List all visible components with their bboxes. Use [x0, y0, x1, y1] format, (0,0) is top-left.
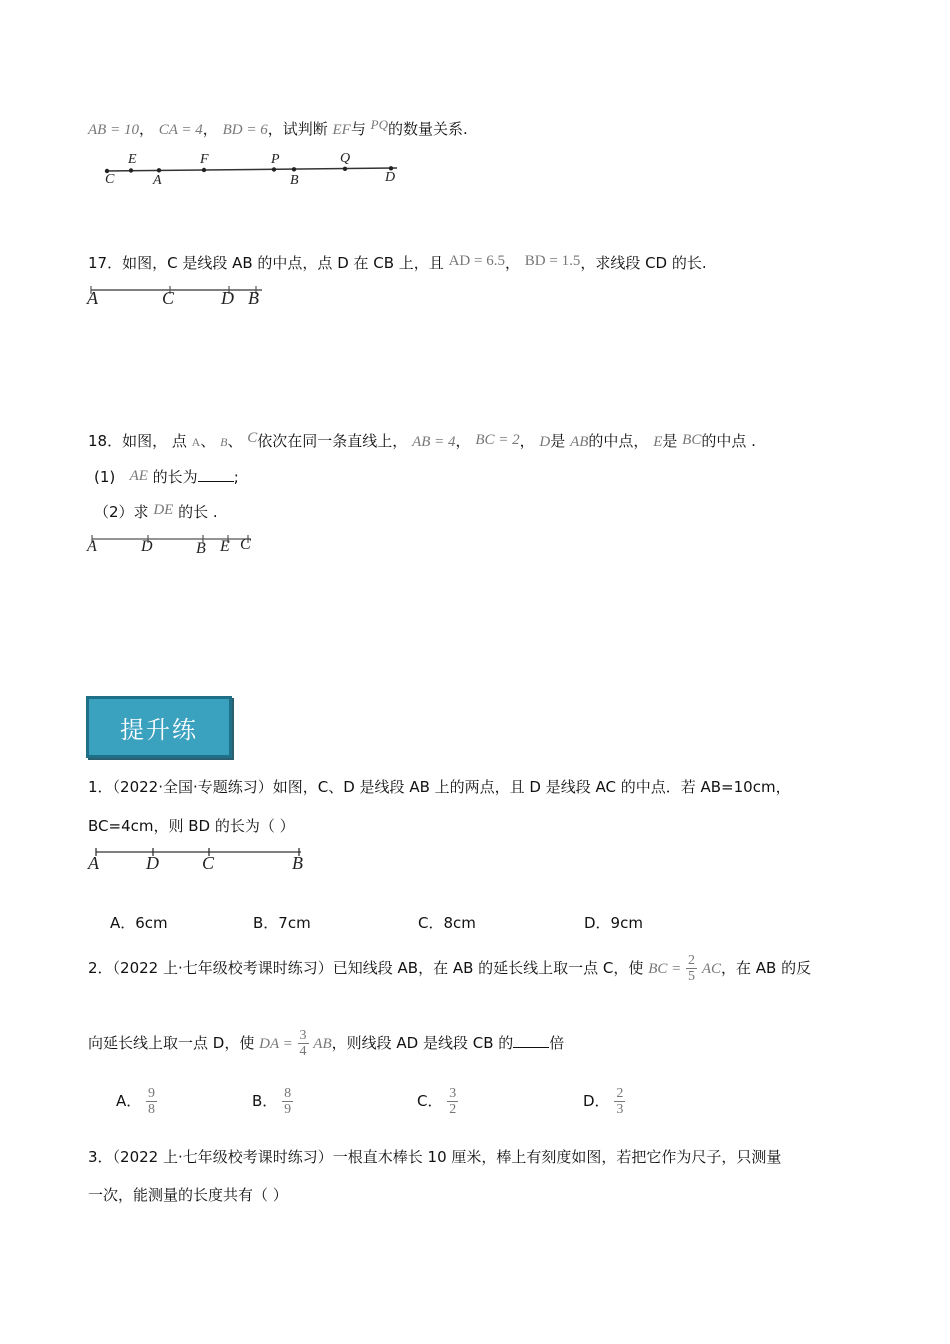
question-number: 2．: [88, 959, 113, 977]
label-b: B: [290, 173, 299, 188]
sep: 、: [200, 432, 216, 450]
p1-option-b[interactable]: B．7cm: [253, 914, 311, 932]
question-number: 18．: [88, 432, 123, 450]
p1-option-d[interactable]: D．9cm: [584, 914, 643, 932]
label-c: C: [202, 853, 215, 873]
text: 的数量关系.: [387, 120, 468, 138]
numerator: 8: [284, 1086, 292, 1101]
p2-line2: [88, 1025, 564, 1062]
math-de: DE: [153, 502, 174, 518]
fraction: [282, 1086, 293, 1117]
p2-line1: [88, 950, 811, 987]
math-ab: AB = 4: [412, 434, 456, 450]
p2-option-d[interactable]: [583, 1083, 625, 1119]
fraction-3-4: [298, 1028, 309, 1059]
option-label: C．: [417, 1092, 443, 1110]
math-e: E: [653, 434, 663, 450]
denominator: 2: [449, 1102, 457, 1117]
math-ac: AC: [701, 961, 721, 977]
text: ，在 AB 的反: [720, 959, 812, 977]
p1-line2: BC=4cm，则 BD 的长为（ ）: [88, 817, 295, 835]
p3-line1: [88, 1146, 781, 1167]
math-bd: BD = 6: [222, 122, 268, 138]
label-c: C: [162, 288, 175, 308]
label-a: A: [87, 288, 98, 308]
denominator: 3: [616, 1102, 624, 1117]
label-b: B: [248, 288, 259, 308]
p2-option-c[interactable]: [417, 1083, 458, 1119]
label-q: Q: [340, 151, 351, 166]
label-b: B: [196, 540, 206, 557]
sep: ，: [138, 120, 154, 138]
sep: ，: [455, 432, 471, 450]
part-number: (1): [94, 468, 116, 486]
denominator: 5: [688, 969, 696, 984]
text: 与: [350, 120, 366, 138]
numerator: 3: [299, 1028, 307, 1043]
section-title: 提升练: [120, 715, 198, 744]
text: （2022·全国·专题练习）如图，C、D 是线段 AB 上的两点，且 D 是线段 AC 的中点．若 AB=10cm，: [112, 778, 791, 796]
numerator: 2: [688, 953, 696, 968]
answer-blank[interactable]: [513, 1033, 549, 1048]
math-d: D: [539, 434, 551, 450]
fraction: [447, 1086, 458, 1117]
fraction: [614, 1086, 625, 1117]
math-bd: BD = 1.5: [524, 253, 581, 269]
question-number: 3．: [88, 1148, 113, 1166]
p2-option-a[interactable]: [116, 1083, 157, 1119]
text: 如图， 点: [122, 432, 187, 450]
text: （2022 上·七年级校考课时练习）已知线段 AB，在 AB 的延长线上取一点 C，使: [112, 959, 644, 977]
option-label: B．: [252, 1092, 278, 1110]
math-c: C: [247, 430, 258, 446]
math-b: B: [220, 435, 228, 449]
p2-option-b[interactable]: [252, 1083, 293, 1119]
text: ，求线段 CD 的长.: [580, 254, 707, 272]
math-bc: BC = 2: [475, 432, 520, 448]
option-label: A．: [116, 1092, 142, 1110]
math-ae: AE: [129, 468, 148, 484]
label-e: E: [220, 538, 230, 555]
math-ef: EF: [332, 122, 351, 138]
text: ;: [233, 468, 239, 486]
math-pq: PQ: [370, 117, 388, 132]
p1-option-c[interactable]: C．8cm: [418, 914, 476, 932]
text: ，试判断: [267, 120, 328, 138]
label-e: E: [128, 152, 137, 167]
label-f: F: [200, 152, 209, 167]
label-d: D: [146, 853, 159, 873]
text: ，则线段 AD 是线段 CB 的: [331, 1034, 514, 1052]
math-bc: BC: [682, 432, 702, 448]
math-ad: AD = 6.5: [448, 253, 505, 269]
fraction-2-5: [686, 953, 697, 984]
denominator: 9: [284, 1102, 292, 1117]
math-a: A: [191, 435, 201, 449]
label-a: A: [87, 538, 97, 555]
math-ca: CA = 4: [158, 122, 203, 138]
p3-line2: 一次，能测量的长度共有（ ）: [88, 1186, 288, 1204]
fraction: [146, 1086, 157, 1117]
text: 向延长线上取一点 D，使: [88, 1034, 255, 1052]
text: 是: [550, 432, 566, 450]
label-p: P: [271, 152, 280, 167]
text: 的长 .: [178, 503, 218, 521]
text: 的长为: [152, 468, 198, 486]
label-d: D: [221, 288, 234, 308]
question-number: 1．: [88, 778, 113, 796]
label-a: A: [88, 853, 99, 873]
sep: ，: [519, 432, 535, 450]
label-d: D: [141, 538, 153, 555]
text: 依次在同一条直线上，: [257, 432, 408, 450]
math-bc: BC =: [648, 961, 682, 977]
sep: 、: [227, 432, 243, 450]
sep: ，: [202, 120, 218, 138]
question-number: 17．: [88, 254, 123, 272]
numerator: 2: [616, 1086, 624, 1101]
p1-option-a[interactable]: A．6cm: [110, 914, 168, 932]
denominator: 4: [299, 1044, 307, 1059]
math-da: DA =: [259, 1036, 293, 1052]
numerator: 3: [449, 1086, 457, 1101]
math-ab: AB = 10: [88, 122, 139, 138]
text: 的中点，: [588, 432, 649, 450]
label-d: D: [385, 170, 396, 185]
part-number: （2）求: [94, 503, 149, 521]
label-b: B: [292, 853, 303, 873]
text: ，: [504, 254, 520, 272]
label-c: C: [105, 172, 115, 187]
text: （2022 上·七年级校考课时练习）一根直木棒长 10 厘米，棒上有刻度如图，若把它作为尺子，只测量: [112, 1148, 782, 1166]
text: 如图，C 是线段 AB 的中点，点 D 在 CB 上，且: [122, 254, 444, 272]
text: 倍: [549, 1034, 565, 1052]
label-c: C: [240, 536, 251, 553]
numerator: 9: [148, 1086, 156, 1101]
math-ab: AB: [570, 434, 589, 450]
math-ab: AB: [313, 1036, 332, 1052]
option-label: D．: [583, 1092, 610, 1110]
denominator: 8: [148, 1102, 156, 1117]
text: 是: [662, 432, 678, 450]
text: 的中点 .: [701, 432, 756, 450]
label-a: A: [153, 173, 162, 188]
